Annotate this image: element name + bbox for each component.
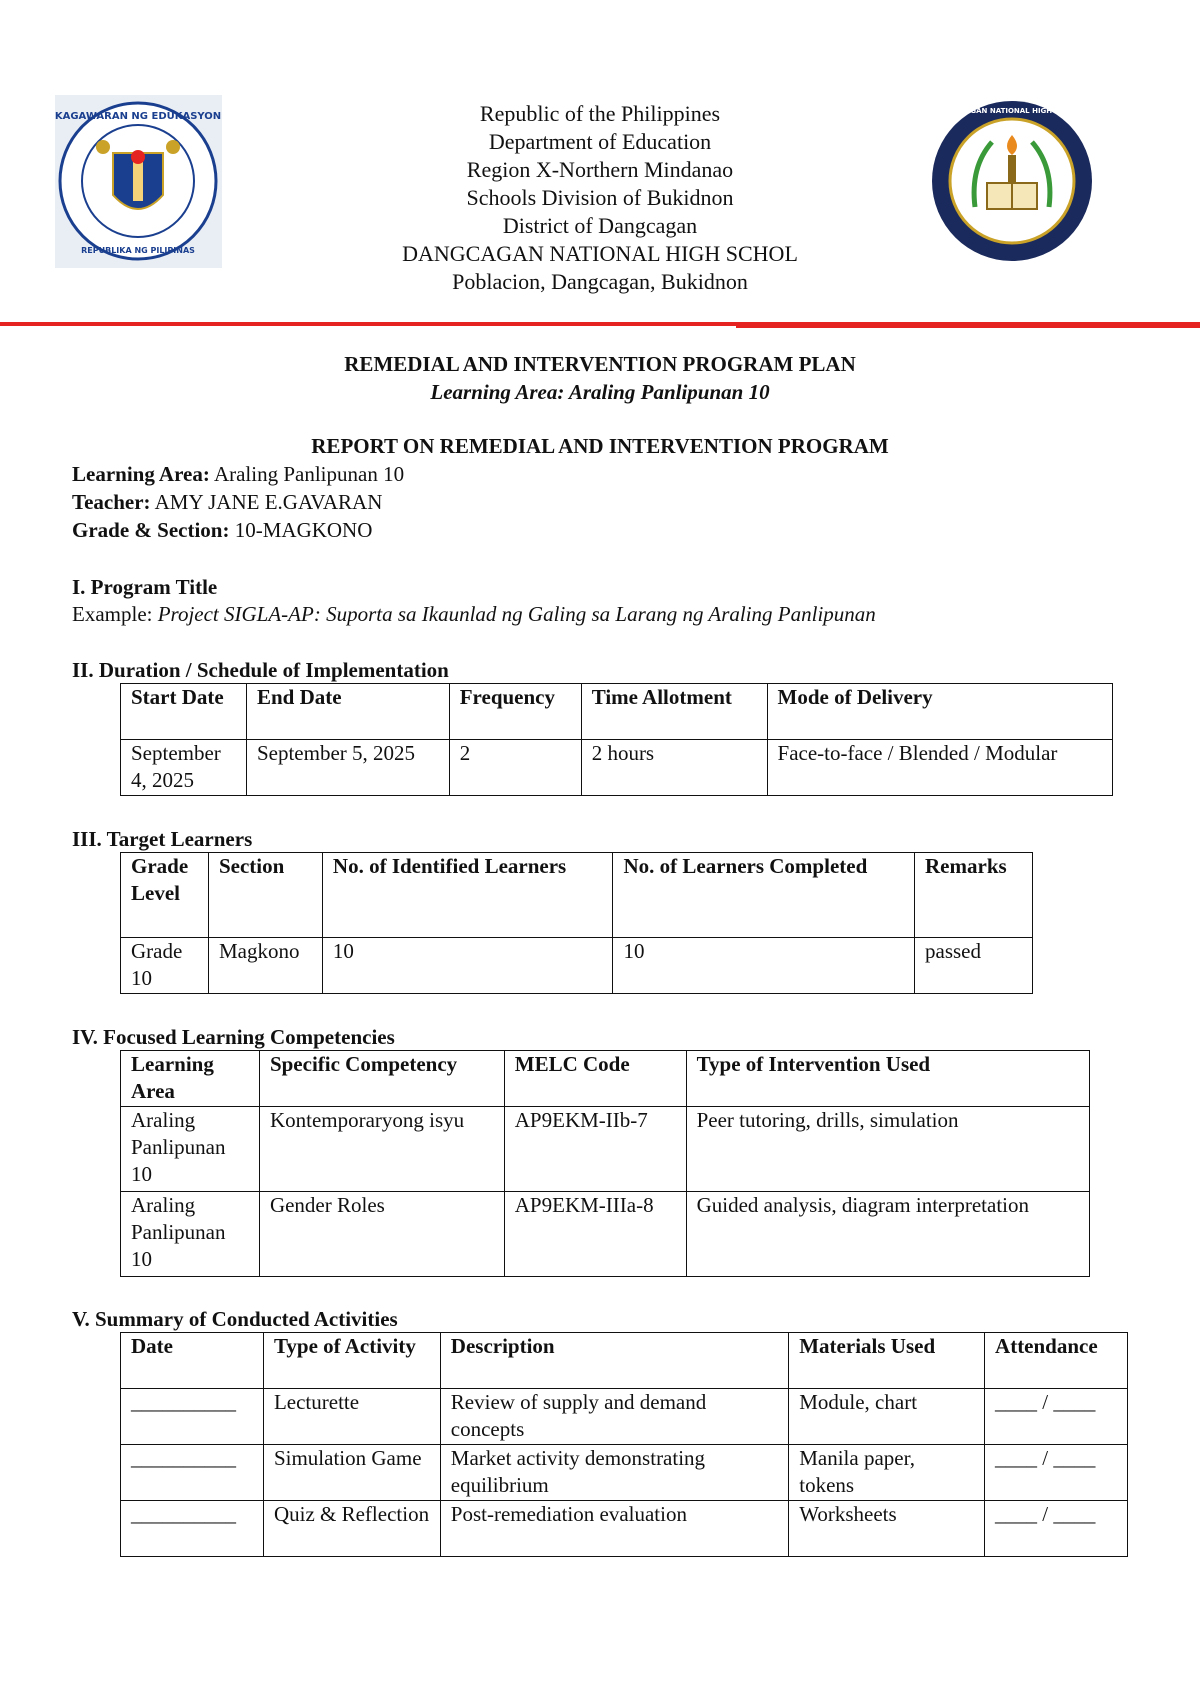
- table-header: No. of Learners Completed: [613, 853, 915, 938]
- table-cell: Peer tutoring, drills, simulation: [686, 1107, 1089, 1192]
- program-title-example: [72, 601, 876, 627]
- table-cell: Module, chart: [789, 1389, 985, 1445]
- table-cell: ____ / ____: [985, 1445, 1128, 1501]
- table-cell: September 5, 2025: [246, 740, 449, 796]
- table-header: MELC Code: [504, 1051, 686, 1107]
- table-header: End Date: [246, 684, 449, 740]
- table-header: Grade Level: [121, 853, 209, 938]
- competencies-table: [120, 1050, 1090, 1277]
- table-header: Learning Area: [121, 1051, 260, 1107]
- header-line-3: Region X-Northern Mindanao: [466, 157, 734, 182]
- table-header: Attendance: [985, 1333, 1128, 1389]
- table-cell: Grade 10: [121, 938, 209, 994]
- table-row: [121, 938, 1033, 994]
- header-line-1: Republic of the Philippines: [479, 101, 721, 126]
- letterhead: [330, 100, 870, 296]
- table-cell: __________: [121, 1445, 264, 1501]
- table-row: [121, 1107, 1090, 1192]
- table-cell: Market activity demonstrating equilibrium: [440, 1445, 788, 1501]
- table-cell: __________: [121, 1501, 264, 1557]
- table-cell: ____ / ____: [985, 1389, 1128, 1445]
- table-header: Section: [208, 853, 322, 938]
- table-header-row: [121, 684, 1113, 740]
- deped-seal-subtext: REPUBLIKA NG PILIPINAS: [81, 246, 195, 255]
- table-cell: Guided analysis, diagram interpretation: [686, 1192, 1089, 1277]
- table-header: Type of Activity: [263, 1333, 440, 1389]
- example-value: Project SIGLA-AP: Suporta sa Ikaunlad ng Galing sa Larang ng Araling Panlipunan: [157, 602, 876, 626]
- table-cell: Simulation Game: [263, 1445, 440, 1501]
- table-row: [121, 1389, 1128, 1445]
- table-cell: 10: [613, 938, 915, 994]
- plan-subtitle: Learning Area: Araling Panlipunan 10: [430, 380, 770, 404]
- table-cell: Quiz & Reflection: [263, 1501, 440, 1557]
- report-title: REPORT ON REMEDIAL AND INTERVENTION PROGRAM: [311, 434, 889, 458]
- table-header: Mode of Delivery: [767, 684, 1112, 740]
- table-cell: Manila paper, tokens: [789, 1445, 985, 1501]
- table-cell: Face-to-face / Blended / Modular: [767, 740, 1112, 796]
- table-cell: Kontemporaryong isyu: [259, 1107, 504, 1192]
- plan-title: REMEDIAL AND INTERVENTION PROGRAM PLAN: [344, 352, 856, 376]
- table-header: Frequency: [449, 684, 581, 740]
- table-cell: Araling Panlipunan 10: [121, 1107, 260, 1192]
- header-line-6: DANGCAGAN NATIONAL HIGH SCHOL: [402, 241, 798, 266]
- learning-area-label: Learning Area:: [72, 462, 210, 486]
- table-cell: 2 hours: [581, 740, 767, 796]
- school-seal-logo: [930, 97, 1095, 264]
- learning-area-value: Araling Panlipunan 10: [213, 462, 405, 486]
- deped-seal-text: KAGAWARAN NG EDUKASYON: [55, 111, 222, 122]
- table-header: Type of Intervention Used: [686, 1051, 1089, 1107]
- teacher-value: AMY JANE E.GAVARAN: [154, 490, 383, 514]
- table-row: [121, 1501, 1128, 1557]
- section-target-learners-heading: III. Target Learners: [72, 827, 253, 851]
- header-line-4: Schools Division of Bukidnon: [466, 185, 734, 210]
- table-header: No. of Identified Learners: [322, 853, 613, 938]
- example-label: Example:: [72, 602, 153, 626]
- table-cell: Magkono: [208, 938, 322, 994]
- table-row: [121, 1192, 1090, 1277]
- section-duration-heading: II. Duration / Schedule of Implementation: [72, 658, 449, 682]
- table-cell: September 4, 2025: [121, 740, 247, 796]
- table-cell: Lecturette: [263, 1389, 440, 1445]
- table-row: [121, 740, 1113, 796]
- section-program-title-heading: I. Program Title: [72, 575, 218, 599]
- table-cell: Review of supply and demand concepts: [440, 1389, 788, 1445]
- table-cell: 2: [449, 740, 581, 796]
- table-cell: AP9EKM-IIIa-8: [504, 1192, 686, 1277]
- table-cell: ____ / ____: [985, 1501, 1128, 1557]
- table-header: Date: [121, 1333, 264, 1389]
- table-header: Materials Used: [789, 1333, 985, 1389]
- duration-table: [120, 683, 1113, 796]
- grade-section-value: 10-MAGKONO: [234, 518, 373, 542]
- table-cell: Post-remediation evaluation: [440, 1501, 788, 1557]
- table-cell: Gender Roles: [259, 1192, 504, 1277]
- school-seal-text: DANGCAGAN NATIONAL HIGH SCHOOL: [937, 107, 1087, 115]
- table-cell: 10: [322, 938, 613, 994]
- header-line-7: Poblacion, Dangcagan, Bukidnon: [452, 269, 748, 294]
- header-line-5: District of Dangcagan: [502, 213, 698, 238]
- table-header: Time Allotment: [581, 684, 767, 740]
- table-header: Specific Competency: [259, 1051, 504, 1107]
- table-header: Remarks: [915, 853, 1033, 938]
- table-cell: Araling Panlipunan 10: [121, 1192, 260, 1277]
- table-header-row: [121, 853, 1033, 938]
- table-header: Description: [440, 1333, 788, 1389]
- header-line-2: Department of Education: [488, 129, 712, 154]
- table-cell: AP9EKM-IIb-7: [504, 1107, 686, 1192]
- grade-section-label: Grade & Section:: [72, 518, 230, 542]
- section-competencies-heading: IV. Focused Learning Competencies: [72, 1025, 395, 1049]
- table-cell: __________: [121, 1389, 264, 1445]
- header-divider-accent: [736, 324, 1200, 328]
- table-header-row: [121, 1333, 1128, 1389]
- activities-table: [120, 1332, 1128, 1557]
- target-learners-table: [120, 852, 1033, 994]
- table-cell: passed: [915, 938, 1033, 994]
- teacher-label: Teacher:: [72, 490, 151, 514]
- table-cell: Worksheets: [789, 1501, 985, 1557]
- info-block: [72, 460, 404, 544]
- deped-seal-logo: [55, 95, 222, 268]
- table-header: Start Date: [121, 684, 247, 740]
- table-header-row: [121, 1051, 1090, 1107]
- table-row: [121, 1445, 1128, 1501]
- section-activities-heading: V. Summary of Conducted Activities: [72, 1307, 398, 1331]
